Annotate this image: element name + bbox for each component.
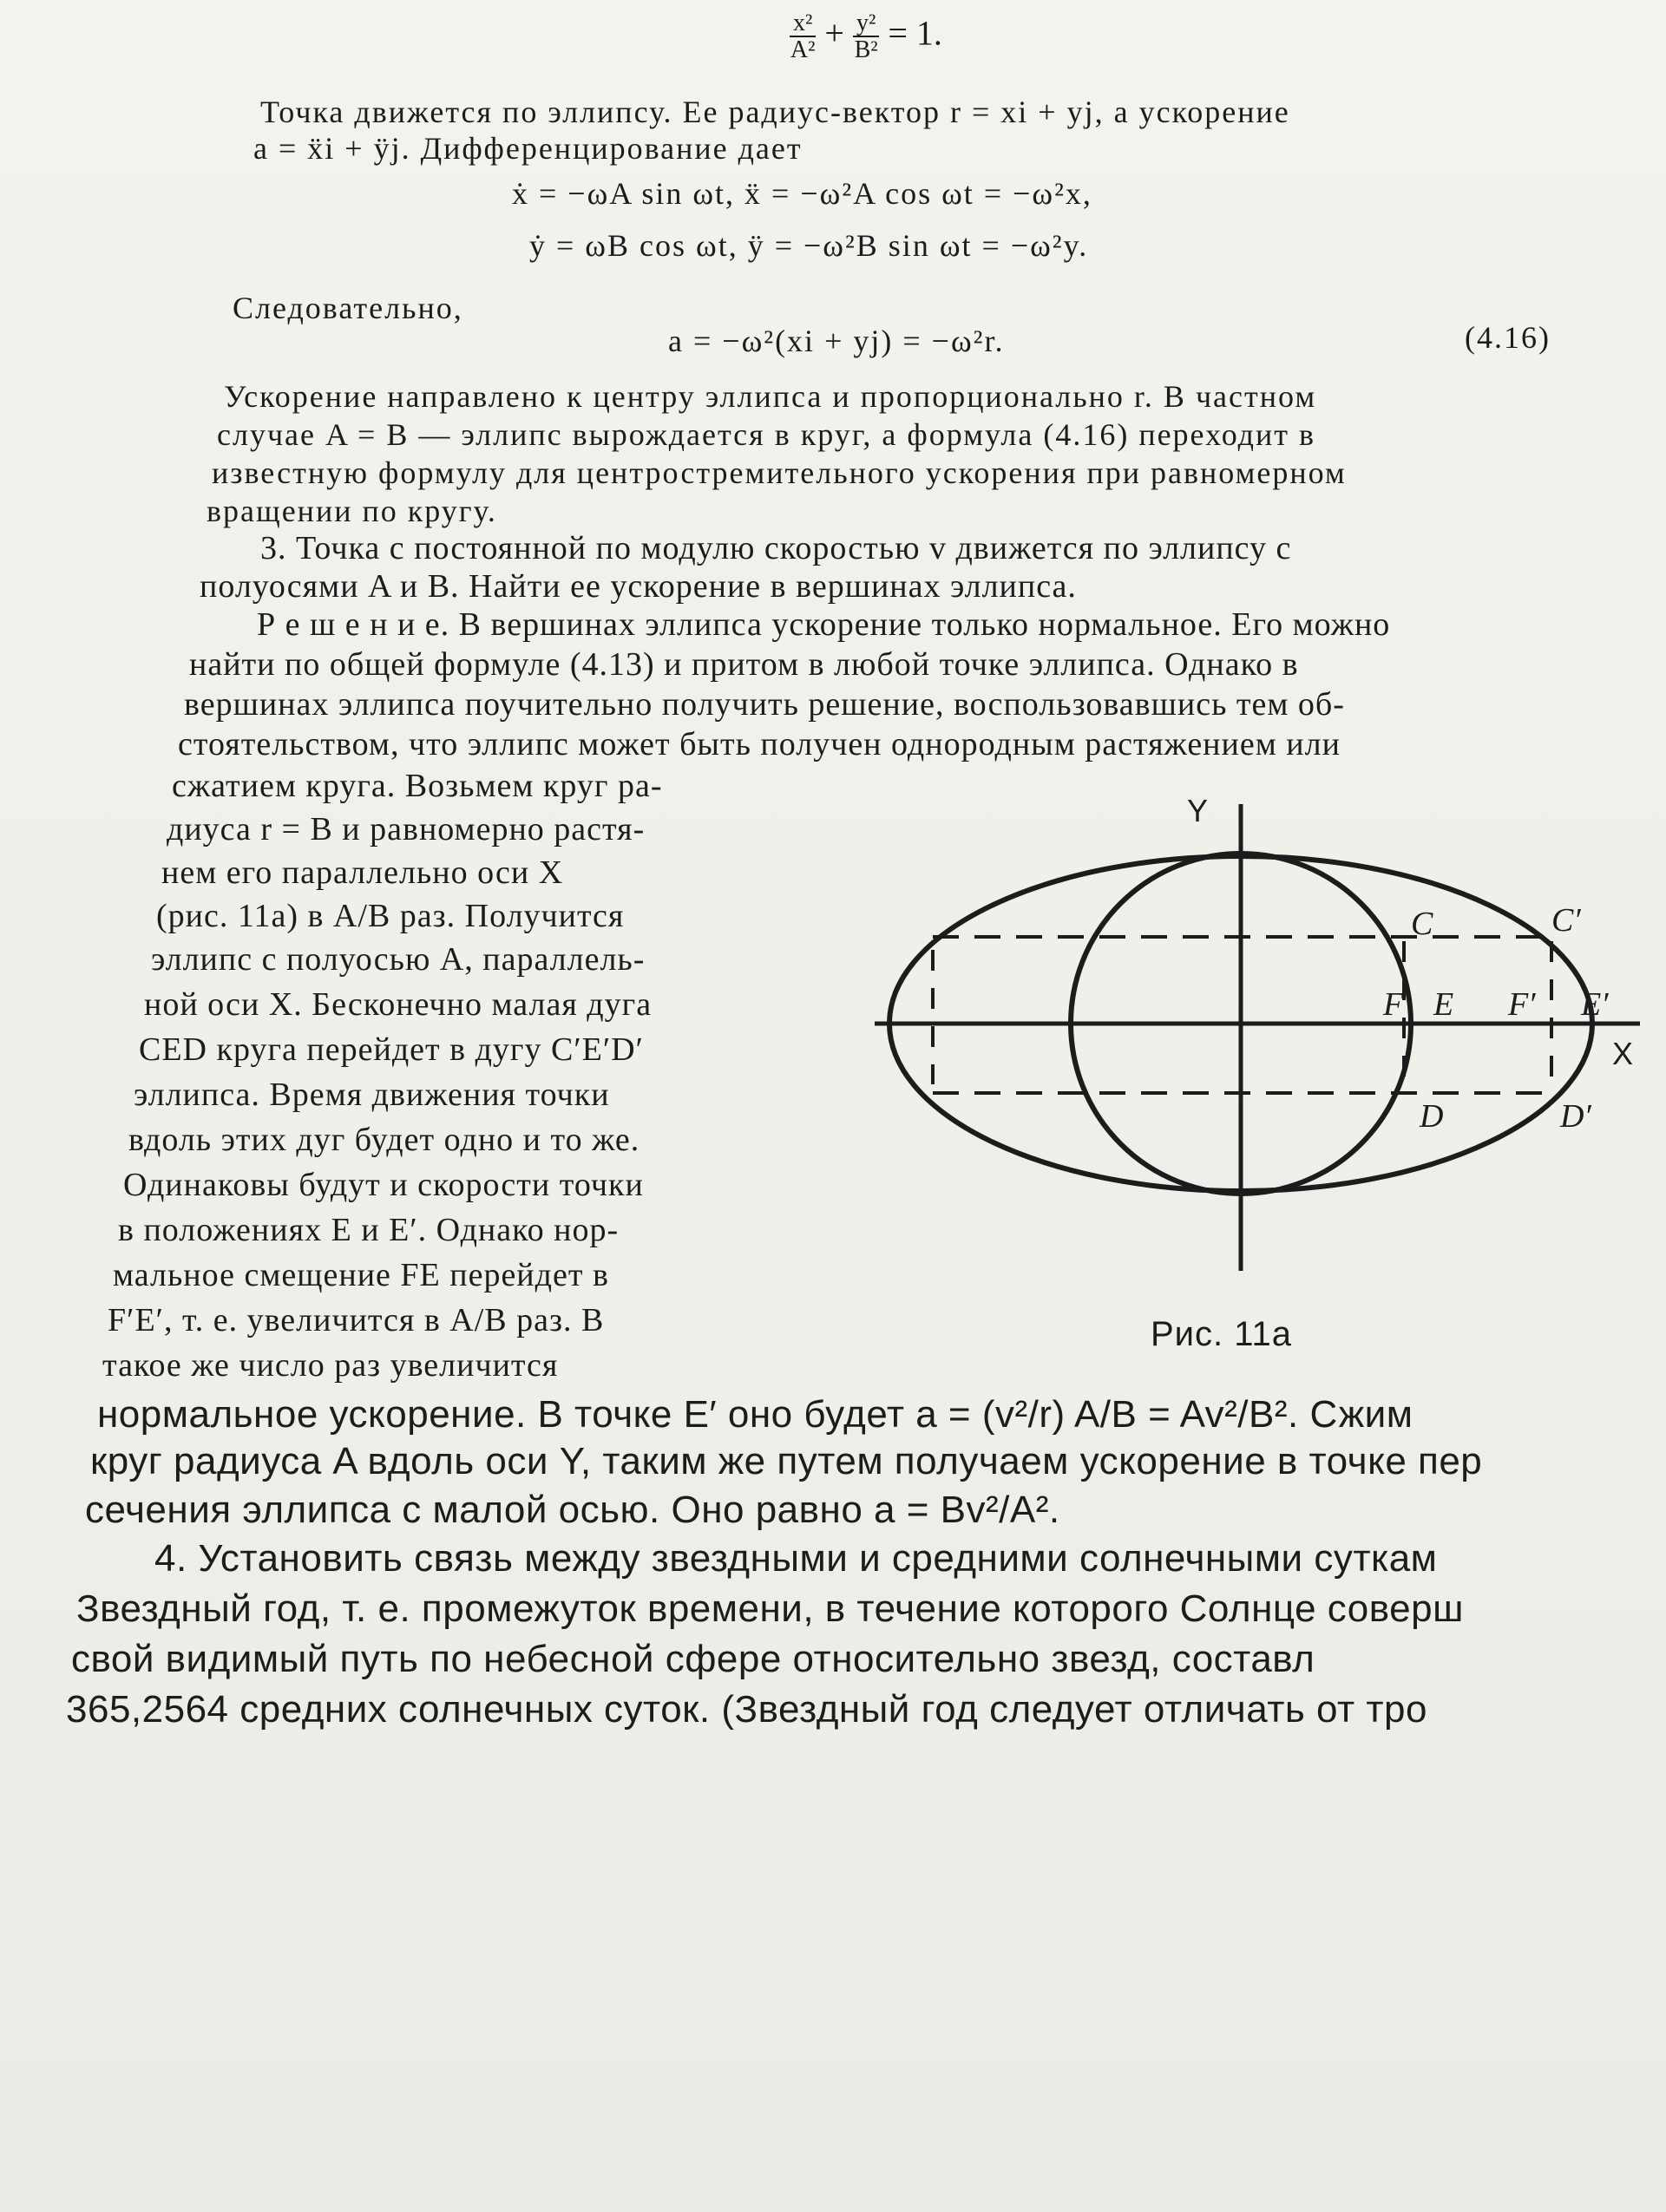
text-line: полуосями A и B. Найти ее ускорение в вершинах эллипса. — [200, 568, 1077, 605]
text-line: Точка движется по эллипсу. Ее радиус-вектор r = xi + yj, а ускорение — [260, 95, 1290, 129]
equation-ellipse: $\frac{\text{x²}}{\text{A²}}$ + $\frac{\text{y²}}{\text{B²}}$ = 1. — [790, 10, 942, 64]
text-line: эллипс с полуосью A, параллель- — [151, 941, 646, 978]
equation-line: a = −ω²(xi + yj) = −ω²r. — [668, 324, 1005, 358]
text-line: вершинах эллипса поучительно получить решение, воспользовавшись тем об- — [184, 686, 1345, 723]
label-d: D — [1420, 1098, 1444, 1135]
fraction-x: $\frac{\text{x²}}{\text{A²}}$ — [790, 10, 816, 64]
label-x: X — [1612, 1036, 1634, 1071]
equation-number: (4.16) — [1465, 320, 1551, 355]
label-c: C — [1411, 906, 1433, 942]
text-line: мальное смещение FE перейдет в — [113, 1257, 609, 1293]
text-line: эллипса. Время движения точки — [134, 1077, 610, 1113]
label-e: E — [1433, 986, 1454, 1023]
text-line: CED круга перейдет в дугу C′E′D′ — [139, 1031, 644, 1068]
text-line: нем его параллельно оси X — [161, 854, 564, 891]
text-line: стоятельством, что эллипс может быть получен однородным растяжением или — [178, 726, 1341, 762]
text-line: ной оси X. Бесконечно малая дуга — [144, 986, 653, 1023]
text-line: Одинаковы будут и скорости точки — [123, 1167, 644, 1203]
text-line: вдоль этих дуг будет одно и то же. — [128, 1122, 640, 1158]
text-line: случае A = B — эллипс вырождается в круг, а формула (4.16) переходит в — [217, 417, 1315, 452]
text-line: известную формулу для центростремительного ускорения при равномерном — [212, 455, 1347, 490]
figure-11a — [859, 785, 1640, 1323]
fraction-y: $\frac{\text{y²}}{\text{B²}}$ — [854, 10, 878, 64]
label-e-prime: E′ — [1581, 986, 1609, 1023]
text-line: Следовательно, — [233, 291, 463, 325]
label-y: Y — [1187, 793, 1209, 828]
text-line: круг радиуса A вдоль оси Y, таким же путем получаем ускорение в точке пер — [90, 1440, 1483, 1482]
text-line: 365,2564 средних солнечных суток. (Звездный год следует отличать от тро — [66, 1688, 1427, 1731]
label-f: F — [1383, 986, 1404, 1023]
text-line: Р е ш е н и е. В вершинах эллипса ускорение только нормальное. Его можно — [257, 606, 1391, 643]
figure-caption: Рис. 11a — [1151, 1315, 1293, 1353]
text-line: a = ẍi + ÿj. Дифференцирование дает — [253, 131, 803, 166]
text-line: найти по общей формуле (4.13) и притом в любой точке эллипса. Однако в — [189, 646, 1299, 683]
text-line: 3. Точка с постоянной по модулю скоростью v движется по эллипсу с — [260, 530, 1292, 566]
text-line: вращении по кругу. — [207, 494, 497, 528]
text-line: 4. Установить связь между звездными и средними солнечными суткам — [154, 1537, 1438, 1580]
text-line: Звездный год, т. е. промежуток времени, в течение которого Солнце соверш — [76, 1587, 1464, 1630]
text-line: F′E′, т. е. увеличится в A/B раз. В — [108, 1302, 605, 1338]
text-line: в положениях E и E′. Однако нор- — [118, 1212, 620, 1248]
text-line: свой видимый путь по небесной сфере относительно звезд, составл — [71, 1638, 1315, 1680]
label-f-prime: F′ — [1508, 986, 1536, 1023]
equation-line: ẋ = −ωA sin ωt, ẍ = −ω²A cos ωt = −ω²x, — [512, 176, 1092, 211]
text-line: (рис. 11a) в A/B раз. Получится — [156, 898, 625, 934]
text-line: сжатием круга. Возьмем круг ра- — [172, 768, 663, 804]
label-d-prime: D′ — [1560, 1098, 1591, 1135]
equation-line: ẏ = ωB cos ωt, ÿ = −ω²B sin ωt = −ω²y. — [529, 228, 1089, 263]
text-line: такое же число раз увеличится — [102, 1347, 559, 1384]
label-c-prime: C′ — [1551, 902, 1581, 939]
text-line: диуса r = B и равномерно растя- — [167, 811, 646, 847]
text-line: Ускорение направлено к центру эллипса и пропорционально r. В частном — [224, 379, 1317, 414]
text-line: нормальное ускорение. В точке E′ оно будет a = (v²/r) A/B = Av²/B². Сжим — [97, 1393, 1413, 1436]
text-line: сечения эллипса с малой осью. Оно равно a = Bv²/A². — [85, 1489, 1060, 1531]
